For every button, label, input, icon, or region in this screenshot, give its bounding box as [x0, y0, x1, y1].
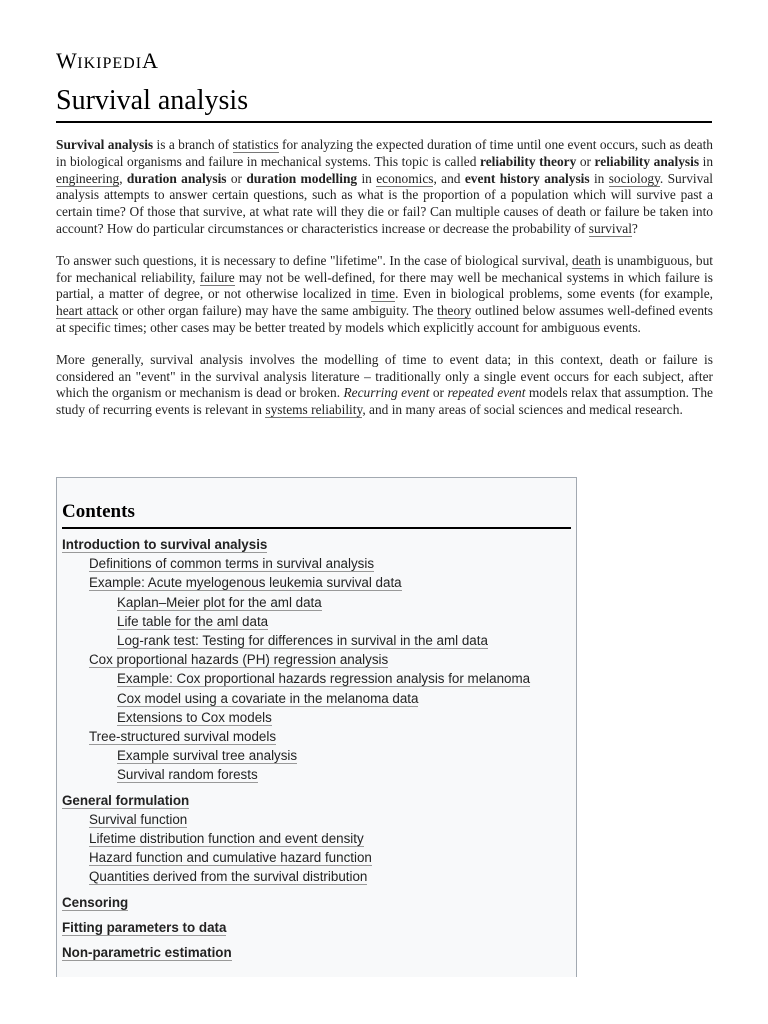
- link-economics[interactable]: economics: [376, 170, 434, 186]
- toc-link[interactable]: Cox proportional hazards (PH) regression analysis: [89, 652, 389, 668]
- text-run: for analyzing the expected duration of time until one event occurs, such as death in biological organisms and failure in mechanical systems. This topic is called: [56, 137, 713, 169]
- bold-term: Survival analysis: [56, 137, 154, 152]
- italic-term: Recurring event: [343, 385, 430, 401]
- toc-link[interactable]: Cox model using a covariate in the melanoma data: [117, 690, 419, 706]
- toc-link[interactable]: General formulation: [62, 792, 190, 808]
- toc-item: [62, 727, 571, 746]
- logo-letter-a: A: [142, 48, 159, 73]
- toc-item: [62, 650, 571, 669]
- toc-item: [62, 848, 571, 867]
- bold-term: reliability theory: [480, 153, 577, 169]
- toc-item: [62, 689, 571, 708]
- text-run: or: [429, 385, 448, 401]
- link-survival[interactable]: survival: [588, 220, 632, 236]
- text-run: in: [699, 153, 714, 169]
- paragraph-events: [56, 352, 713, 419]
- text-run: outlined below assumes well-defined events at specific times; other cases may be better treated by models which explicitly account for ambiguous events.: [56, 303, 713, 335]
- toc-item: [62, 708, 571, 727]
- toc-link[interactable]: Example: Cox proportional hazards regression analysis for melanoma: [117, 671, 531, 687]
- link-engineering[interactable]: engineering: [56, 170, 120, 186]
- link-death[interactable]: death: [572, 252, 601, 268]
- text-run: in: [589, 170, 609, 186]
- text-run: . Survival analysis attempts to answer certain questions, such as what is the proportion of a population which will survive past a certain time? Of those that survive, at what rate will they die or fail? Can multiple causes of death or failure be taken into account? How do particular circumstances or characteristics increase or decrease the probability of: [56, 170, 713, 236]
- text-run: ?: [631, 220, 638, 236]
- toc-item: [62, 554, 571, 573]
- toc-link[interactable]: Kaplan–Meier plot for the aml data: [117, 594, 322, 610]
- toc-link[interactable]: Introduction to survival analysis: [62, 537, 268, 552]
- toc-link[interactable]: Lifetime distribution function and event density: [89, 831, 364, 847]
- toc-link[interactable]: Survival function: [89, 811, 188, 827]
- toc-title: Contents: [62, 500, 571, 529]
- toc-link[interactable]: Quantities derived from the survival distribution: [89, 869, 368, 885]
- toc-link[interactable]: Log-rank test: Testing for differences in survival in the aml data: [117, 633, 488, 649]
- toc-link[interactable]: Extensions to Cox models: [117, 709, 272, 725]
- toc-item: [62, 893, 571, 912]
- toc-link[interactable]: Example: Acute myelogenous leukemia survival data: [89, 575, 402, 591]
- toc-item: [62, 765, 571, 784]
- text-run: , and: [433, 170, 465, 186]
- toc-item: [62, 943, 571, 962]
- toc-item: [62, 593, 571, 612]
- logo-letter-w: W: [56, 48, 78, 73]
- toc-link[interactable]: Censoring: [62, 894, 129, 910]
- toc-item: [62, 918, 571, 937]
- italic-term: repeated event: [447, 385, 526, 401]
- bold-term: duration modelling: [246, 170, 358, 186]
- text-run: , and in many areas of social sciences and medical research.: [362, 402, 683, 418]
- bold-term: reliability analysis: [594, 153, 700, 169]
- text-run: in: [357, 170, 377, 186]
- text-run: models relax that assumption. The study of recurring events is relevant in: [56, 385, 713, 418]
- text-run: To answer such questions, it is necessary to define "lifetime". In the case of biological survival,: [56, 252, 572, 268]
- paragraph-lifetime: [56, 253, 713, 337]
- text-run: is unambiguous, but for mechanical reliability,: [56, 252, 713, 285]
- toc-item: [62, 612, 571, 631]
- text-run: or other organ failure) may have the same ambiguity. The: [118, 303, 438, 319]
- toc-link[interactable]: Definitions of common terms in survival analysis: [89, 556, 375, 572]
- toc-item: [62, 810, 571, 829]
- text-run: ,: [119, 170, 127, 186]
- toc-link[interactable]: Example survival tree analysis: [117, 748, 298, 764]
- toc-link[interactable]: Non-parametric estimation: [62, 945, 232, 961]
- toc-item: [62, 791, 571, 810]
- link-theory[interactable]: theory: [437, 303, 472, 319]
- link-failure[interactable]: failure: [199, 269, 235, 285]
- text-run: or: [226, 170, 247, 186]
- text-run: is a branch of: [153, 137, 233, 152]
- toc-item: [62, 746, 571, 765]
- text-run: . Even in biological problems, some events (for example,: [395, 286, 713, 302]
- wikipedia-logo[interactable]: [56, 48, 158, 74]
- toc-link[interactable]: Fitting parameters to data: [62, 919, 227, 935]
- link-sociology[interactable]: sociology: [608, 170, 660, 186]
- text-run: More generally, survival analysis involves the modelling of time to event data; in this context, death or failure is considered an "event" in the survival analysis literature – traditionally only a single event occurs for each subject, after which the organism or mechanism is dead or broken.: [56, 351, 713, 401]
- table-of-contents: [56, 477, 577, 977]
- bold-term: duration analysis: [126, 170, 227, 186]
- paragraph-intro: [56, 137, 713, 238]
- toc-item: [62, 535, 571, 554]
- article-body: [56, 137, 713, 434]
- link-heart-attack[interactable]: heart attack: [56, 303, 119, 319]
- toc-item: [62, 669, 571, 688]
- toc-link[interactable]: Tree-structured survival models: [89, 729, 277, 745]
- link-statistics[interactable]: statistics: [232, 137, 279, 152]
- toc-link[interactable]: Survival random forests: [117, 767, 258, 783]
- logo-letters-middle: IKIPEDI: [77, 55, 143, 72]
- page-title: Survival analysis: [56, 84, 712, 123]
- toc-item: [62, 867, 571, 886]
- toc-item: [62, 631, 571, 650]
- text-run: or: [576, 153, 595, 169]
- toc-item: [62, 573, 571, 592]
- toc-link[interactable]: Hazard function and cumulative hazard function: [89, 850, 372, 866]
- link-time[interactable]: time: [371, 286, 396, 302]
- toc-item: [62, 829, 571, 848]
- link-systems-reliability[interactable]: systems reliability: [265, 402, 363, 418]
- toc-link[interactable]: Life table for the aml data: [117, 613, 269, 629]
- toc-list: [62, 535, 571, 962]
- bold-term: event history analysis: [464, 170, 590, 186]
- text-run: may not be well-defined, for there may well be mechanical systems in which failure is partial, a matter of degree, or not otherwise localized in: [56, 269, 713, 302]
